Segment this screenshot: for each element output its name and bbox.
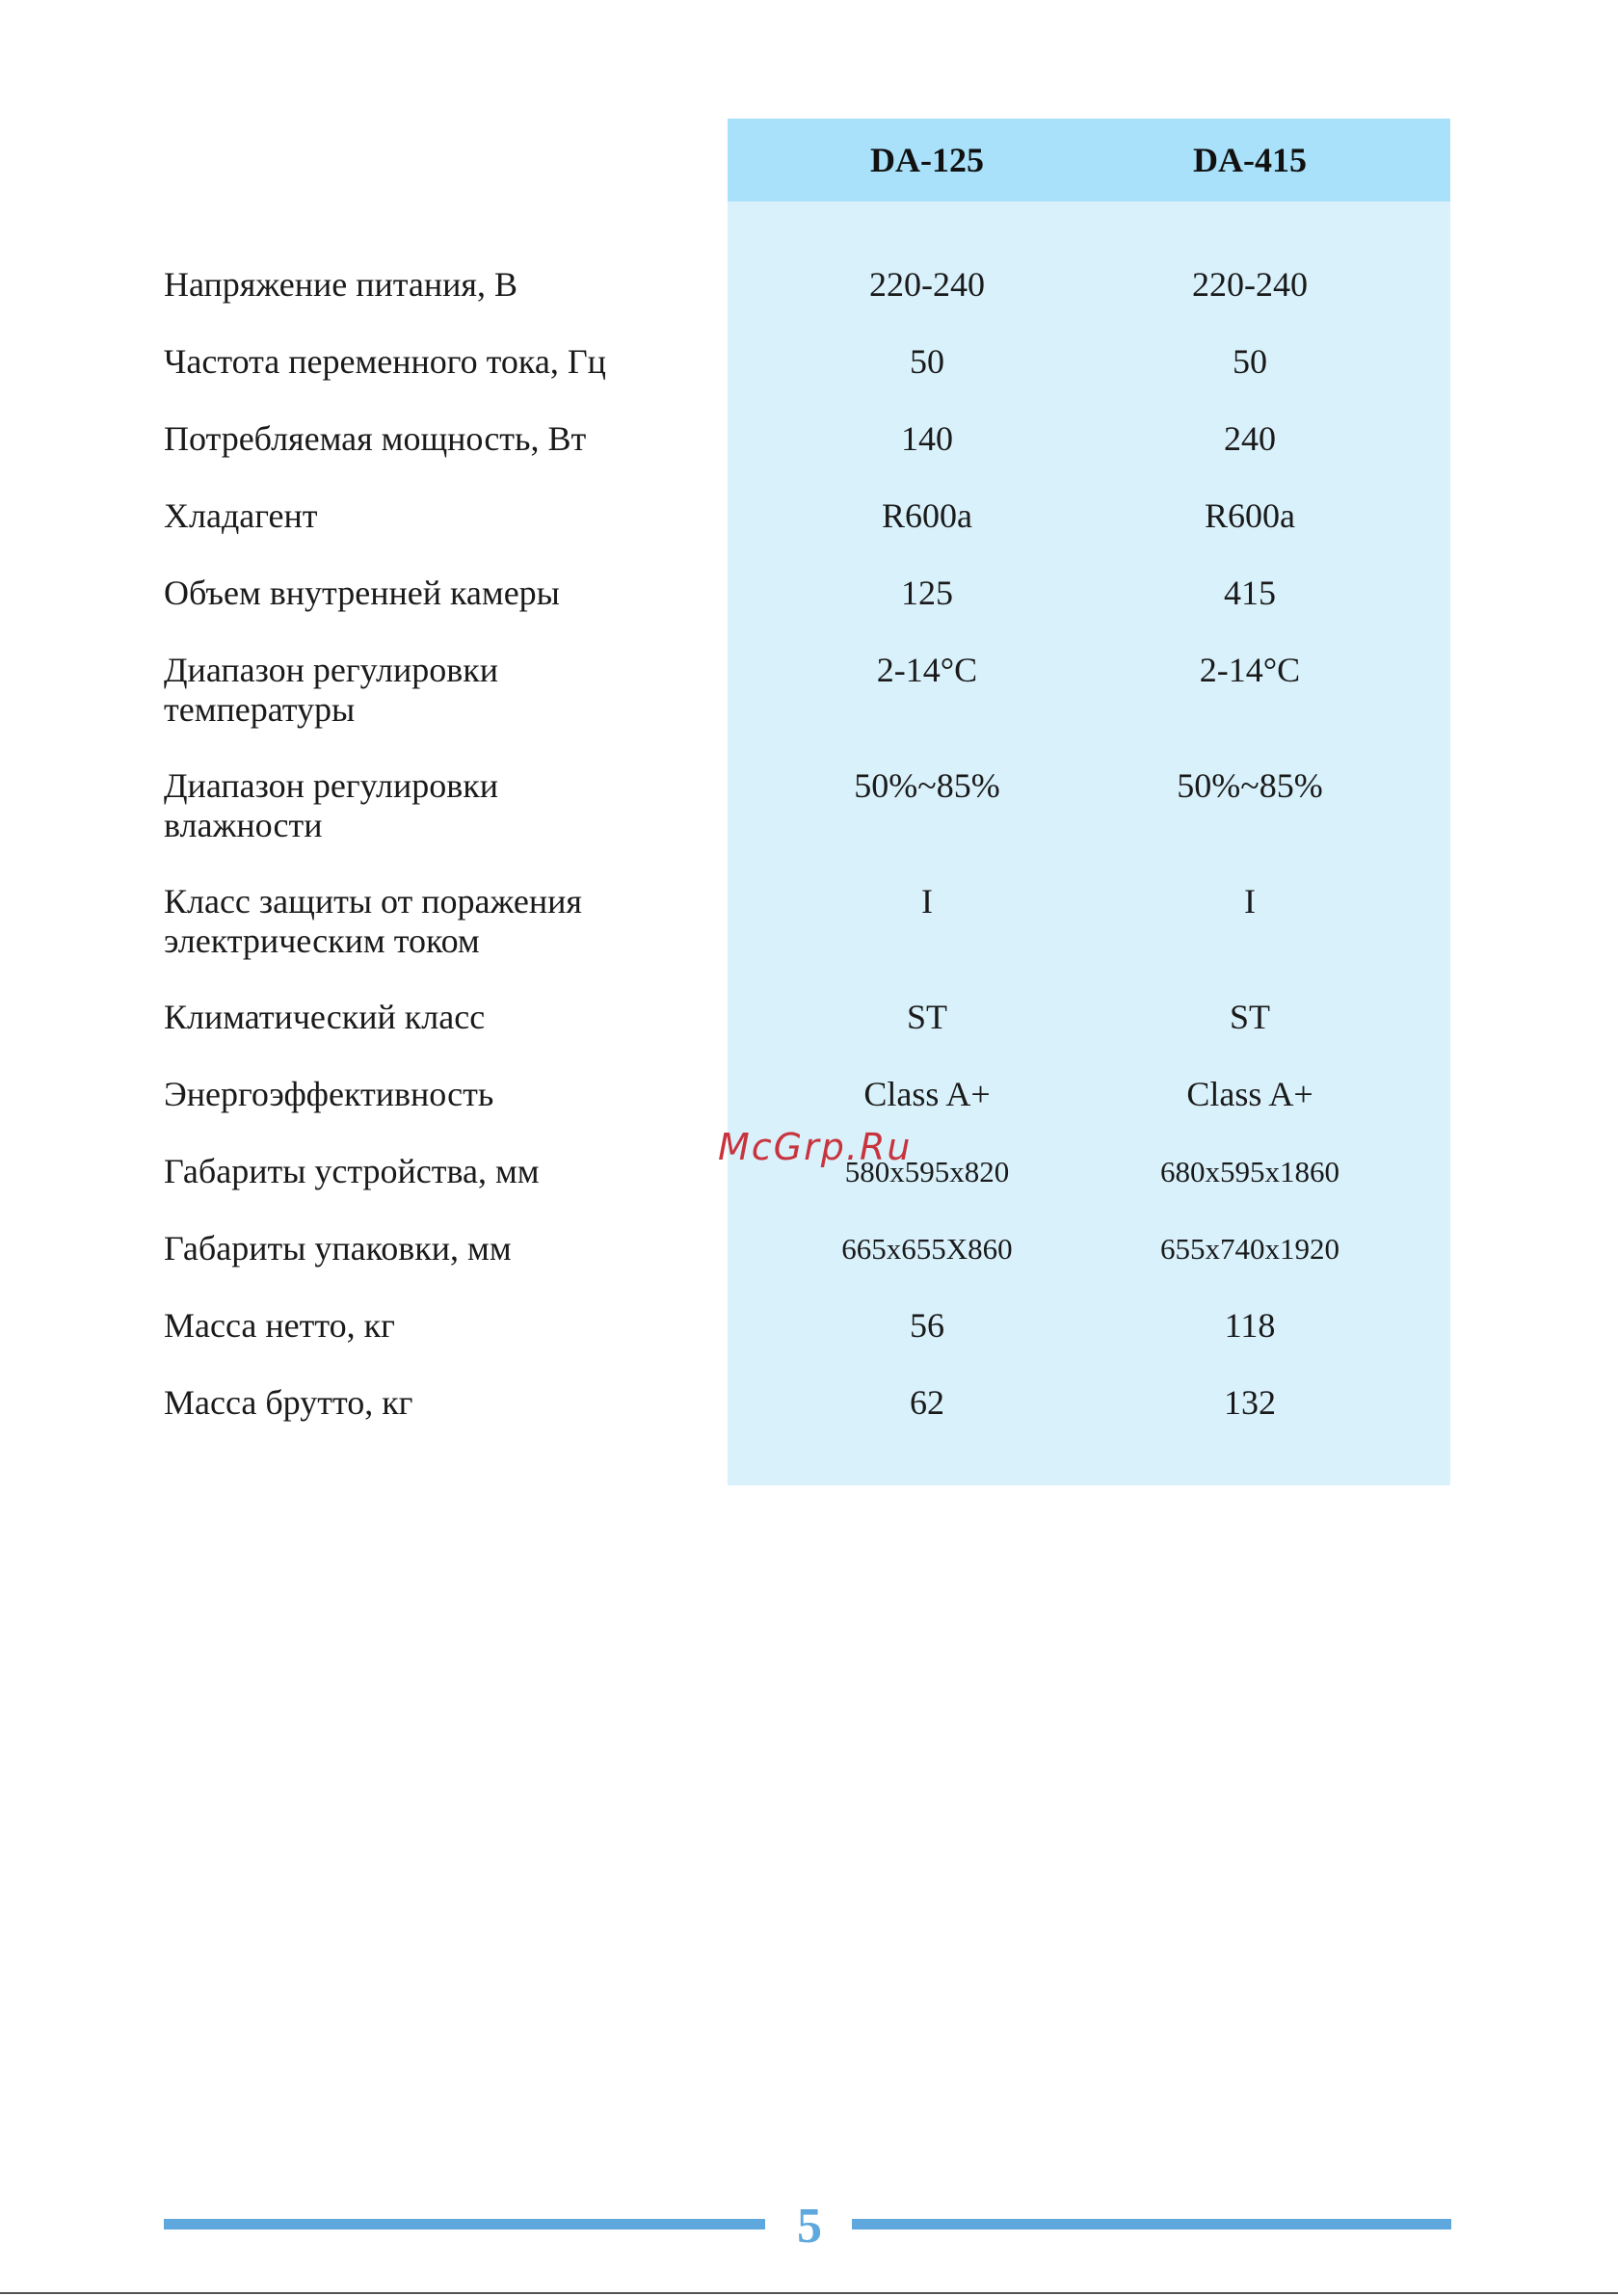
spec-label: Частота переменного тока, Гц xyxy=(164,342,606,381)
spec-label: Класс защиты от поражения электрическим током xyxy=(164,882,582,960)
spec-label: Хладагент xyxy=(164,496,318,535)
spec-value-da-415: 655x740x1920 xyxy=(1160,1232,1339,1266)
column-header-da-125: DA-125 xyxy=(870,141,984,179)
spec-value-da-125: R600a xyxy=(882,496,972,535)
spec-label: Энергоэффективность xyxy=(164,1075,494,1113)
spec-value-da-415: 132 xyxy=(1224,1383,1276,1422)
spec-value-da-415: 50 xyxy=(1233,342,1267,381)
spec-value-da-125: 140 xyxy=(901,419,953,458)
spec-value-da-415: 415 xyxy=(1224,574,1276,612)
spec-label: Масса нетто, кг xyxy=(164,1306,395,1345)
spec-value-da-125: 220-240 xyxy=(869,265,985,304)
spec-value-da-125: 580x595x820 xyxy=(844,1155,1010,1188)
spec-label: Напряжение питания, В xyxy=(164,265,517,304)
page-bottom-rule xyxy=(0,2292,1618,2294)
spec-value-da-125: ST xyxy=(906,998,947,1036)
spec-value-da-125: 125 xyxy=(901,574,953,612)
watermark: McGrp.Ru xyxy=(718,1126,913,1168)
spec-value-da-125: I xyxy=(921,882,933,921)
spec-value-da-125: 62 xyxy=(910,1383,944,1422)
spec-value-da-125: 665x655X860 xyxy=(841,1232,1013,1266)
spec-label: Потребляемая мощность, Вт xyxy=(164,419,587,458)
spec-label: Объем внутренней камеры xyxy=(164,574,560,612)
spec-label: Диапазон регулировки влажности xyxy=(164,766,498,844)
spec-value-da-125: Class A+ xyxy=(863,1075,991,1113)
footer-line-left xyxy=(164,2219,765,2229)
spec-value-da-415: 118 xyxy=(1224,1306,1276,1345)
spec-value-da-125: 2-14°C xyxy=(876,651,978,689)
spec-value-da-415: 240 xyxy=(1224,419,1276,458)
spec-label: Габариты упаковки, мм xyxy=(164,1229,512,1268)
spec-value-da-125: 50 xyxy=(910,342,944,381)
spec-value-da-125: 50%~85% xyxy=(854,766,1000,805)
spec-value-da-415: 680x595x1860 xyxy=(1160,1155,1339,1188)
spec-value-da-415: 2-14°C xyxy=(1199,651,1301,689)
spec-value-da-415: Class A+ xyxy=(1186,1075,1313,1113)
spec-value-da-415: ST xyxy=(1229,998,1270,1036)
spec-value-da-415: 50%~85% xyxy=(1177,766,1323,805)
column-header-da-415: DA-415 xyxy=(1193,141,1307,179)
spec-value-da-415: R600a xyxy=(1205,496,1295,535)
spec-value-da-125: 56 xyxy=(910,1306,944,1345)
footer-line-right xyxy=(852,2219,1451,2229)
spec-label: Габариты устройства, мм xyxy=(164,1152,540,1190)
spec-value-da-415: 220-240 xyxy=(1192,265,1308,304)
spec-label: Климатический класс xyxy=(164,998,486,1036)
spec-label: Диапазон регулировки температуры xyxy=(164,651,498,729)
page-number: 5 xyxy=(797,2199,822,2254)
spec-value-da-415: I xyxy=(1244,882,1256,921)
spec-label: Масса брутто, кг xyxy=(164,1383,413,1422)
